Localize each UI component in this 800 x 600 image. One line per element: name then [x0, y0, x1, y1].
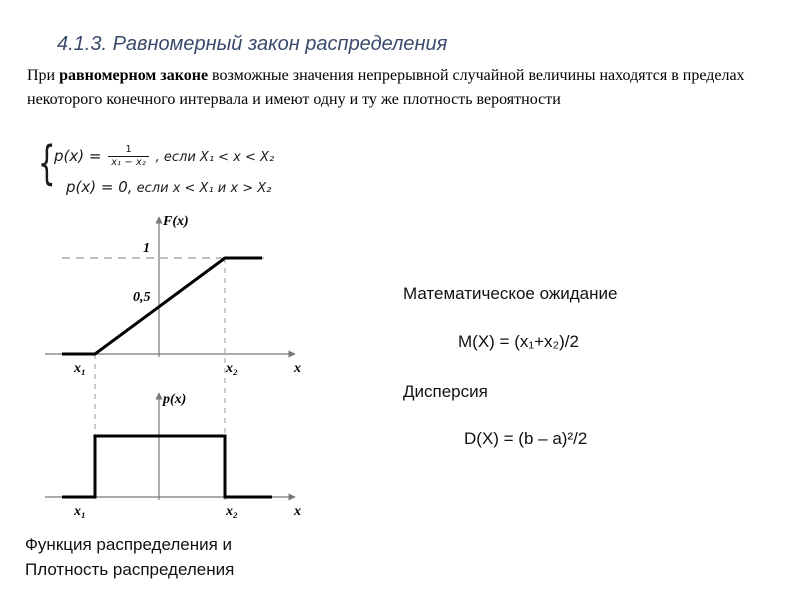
- F-tick-half: 0,5: [133, 290, 151, 305]
- F-axis-label: F(x): [163, 214, 189, 229]
- expectation-label: Математическое ожидание: [403, 284, 618, 303]
- formula-line2-condition: если x < X₁ и x > X₂: [132, 181, 272, 196]
- variance-formula: D(X) = (b – a)²/2: [464, 429, 588, 448]
- F-tick-one: 1: [143, 241, 150, 256]
- expectation-formula: M(X) = (x₁+x₂)/2: [458, 332, 579, 351]
- intro-bold-term: равномерном законе: [59, 67, 209, 84]
- intro-suffix: возможные значения непрерывной случайной величины находятся в пределах некоторого конечного интервала и имеют одну и ту же плотность вероятности: [27, 67, 745, 108]
- p-density-curve: [62, 436, 272, 497]
- variance-label: Дисперсия: [403, 382, 488, 401]
- F-tick-x2: x₂: [226, 361, 238, 376]
- F-cdf-curve: [62, 258, 262, 354]
- left-brace: {: [38, 136, 56, 190]
- section-title: 4.1.3. Равномерный закон распределения: [57, 33, 448, 55]
- caption: [25, 532, 234, 582]
- caption-line-1: Функция распределения и: [25, 535, 233, 554]
- formula-line2-lhs: p(x) = 0,: [66, 178, 133, 196]
- formula-line1-condition: , если X₁ < x < X₂: [155, 150, 275, 165]
- F-tick-x1: x₁: [74, 361, 86, 376]
- formula-line1-lhs: p(x) =: [54, 147, 102, 165]
- p-axis-label: p(x): [163, 392, 187, 407]
- p-tick-x1: x₁: [74, 504, 86, 519]
- caption-line-2: Плотность распределения: [25, 560, 235, 579]
- fraction-denominator: x₁ − x₂: [111, 157, 146, 168]
- fraction-numerator: 1: [108, 144, 149, 157]
- p-x-label: x: [294, 504, 301, 519]
- intro-prefix: При: [27, 67, 60, 84]
- F-x-label: x: [294, 361, 301, 376]
- p-tick-x2: x₂: [226, 504, 238, 519]
